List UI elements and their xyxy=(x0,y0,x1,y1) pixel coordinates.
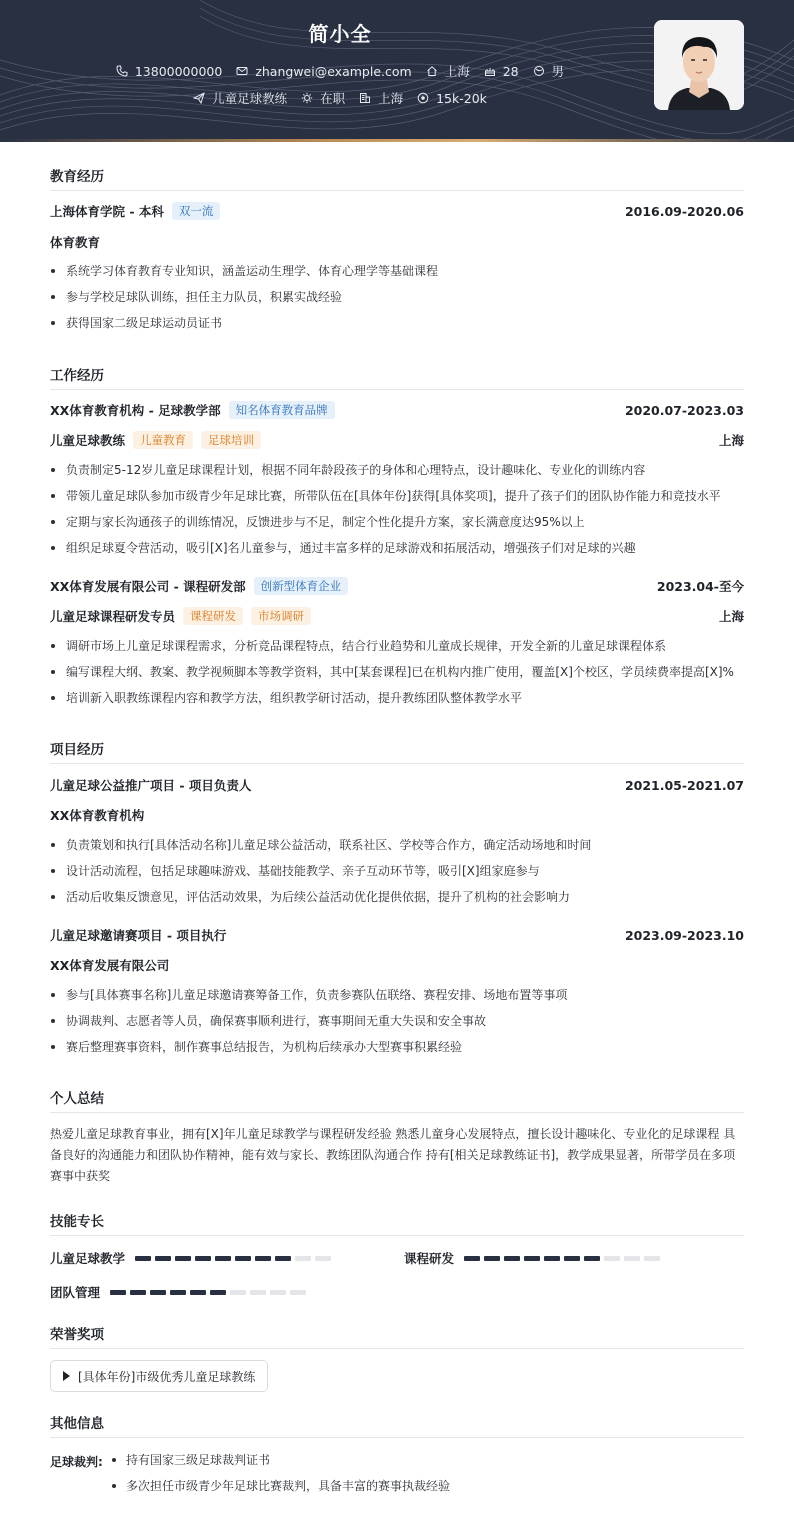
skill-segment-filled xyxy=(135,1256,151,1261)
work-2-company: XX体育发展有限公司 - 课程研发部 xyxy=(50,579,246,594)
skill-item xyxy=(50,1249,335,1267)
work-2-city: 上海 xyxy=(718,609,744,624)
status-icon xyxy=(301,92,313,104)
email-text: zhangwei@example.com xyxy=(255,63,412,79)
work-1-city: 上海 xyxy=(718,433,744,448)
project-2-header xyxy=(50,926,744,944)
skill-segment-filled xyxy=(564,1256,580,1261)
projects-section-title: 项目经历 xyxy=(50,738,744,764)
project-2-org-row xyxy=(50,956,744,974)
summary-text: 热爱儿童足球教育事业，拥有[X]年儿童足球教学与课程研发经验 熟悉儿童身心发展特点，擅长设计趣味化、专业化的足球课程 具备良好的沟通能力和团队协作精神，能有效与家长、教练团队沟通合作 持有[相关足球教练证书]，教学成果显著，所带学员在多项赛事中获奖 xyxy=(50,1127,736,1183)
target-job-text: 儿童足球教练 xyxy=(212,91,288,106)
target-city-text: 上海 xyxy=(378,91,404,106)
target-city-info xyxy=(359,89,403,107)
major-name: 体育教育 xyxy=(50,235,101,250)
salary-icon xyxy=(417,92,429,104)
skill-item xyxy=(50,1283,310,1301)
age-info xyxy=(484,64,519,79)
list-item: 培训新入职教练课程内容和教学方法，组织教学研讨活动，提升教练团队整体教学水平 xyxy=(50,685,744,711)
building-icon xyxy=(359,92,371,104)
list-item: 持有国家三级足球裁判证书 xyxy=(108,1447,450,1473)
school-tag: 双一流 xyxy=(172,202,221,220)
skill-segment-empty xyxy=(604,1256,620,1261)
skill-segment-empty xyxy=(315,1256,331,1261)
gender-info xyxy=(533,62,565,80)
phone-info xyxy=(116,64,222,79)
list-item: 编写课程大纲、教案、教学视频脚本等教学资料，其中[某套课程]已在机构内推广使用，覆盖[X]个校区，学员续费率提高[X]% xyxy=(50,659,744,685)
resume-header xyxy=(0,0,794,142)
work-1-role-tag: 儿童教育 xyxy=(133,431,193,449)
email-info xyxy=(236,64,411,79)
work-2-role-row xyxy=(50,607,744,625)
skill-level-bar xyxy=(135,1256,335,1261)
list-item: 设计活动流程，包括足球趣味游戏、基础技能教学、亲子互动环节等，吸引[X]组家庭参与 xyxy=(50,858,744,884)
mail-icon xyxy=(236,65,248,77)
major-row xyxy=(50,233,744,251)
skill-segment-empty xyxy=(250,1290,266,1295)
award-text: [具体年份]市级优秀儿童足球教练 xyxy=(78,1369,256,1384)
work-2-role-tag: 课程研发 xyxy=(183,607,243,625)
skill-segment-empty xyxy=(644,1256,660,1261)
home-icon xyxy=(426,65,438,77)
target-job-info xyxy=(193,89,287,107)
candidate-name: 简小全 xyxy=(308,22,372,46)
list-item: 参与[具体赛事名称]儿童足球邀请赛筹备工作，负责参赛队伍联络、赛程安排、场地布置等事项 xyxy=(50,982,744,1008)
cake-icon xyxy=(484,65,496,77)
work-1-company: XX体育教育机构 - 足球教学部 xyxy=(50,403,221,418)
project-1-date: 2021.05-2021.07 xyxy=(624,777,744,793)
avatar-portrait xyxy=(654,20,744,110)
project-1-bullets xyxy=(50,832,744,910)
skill-name: 团队管理 xyxy=(50,1285,101,1300)
list-item: 多次担任市级青少年足球比赛裁判，具备丰富的赛事执裁经验 xyxy=(108,1473,450,1499)
skill-segment-filled xyxy=(130,1290,146,1295)
list-item: 调研市场上儿童足球课程需求，分析竞品课程特点，结合行业趋势和儿童成长规律，开发全新的儿童足球课程体系 xyxy=(50,633,744,659)
skill-segment-filled xyxy=(155,1256,171,1261)
skill-segment-filled xyxy=(150,1290,166,1295)
skill-level-bar xyxy=(110,1290,310,1295)
project-2-date: 2023.09-2023.10 xyxy=(624,927,744,943)
project-1-org-row xyxy=(50,806,744,824)
job-row xyxy=(0,89,680,107)
profile-photo xyxy=(654,20,744,110)
salary-info xyxy=(417,91,487,106)
work-2-date: 2023.04-至今 xyxy=(656,579,744,594)
work-1-header xyxy=(50,401,744,419)
gender-text: 男 xyxy=(551,64,565,79)
education-date: 2016.09-2020.06 xyxy=(624,203,744,219)
project-1-name: 儿童足球公益推广项目 - 项目负责人 xyxy=(50,778,252,793)
skill-segment-filled xyxy=(275,1256,291,1261)
school-name: 上海体育学院 - 本科 xyxy=(50,204,164,219)
work-2-role-tag: 市场调研 xyxy=(251,607,311,625)
skill-name: 课程研发 xyxy=(404,1251,455,1266)
work-section-title: 工作经历 xyxy=(50,364,744,390)
work-2-company-tag: 创新型体育企业 xyxy=(254,577,349,595)
work-2-bullets xyxy=(50,633,744,711)
project-2-bullets xyxy=(50,982,744,1060)
phone-text: 13800000000 xyxy=(134,63,223,79)
skill-segment-filled xyxy=(195,1256,211,1261)
contact-row xyxy=(0,62,680,80)
skill-name: 儿童足球教学 xyxy=(50,1251,126,1266)
project-1-org: XX体育教育机构 xyxy=(50,808,145,823)
skill-segment-filled xyxy=(190,1290,206,1295)
list-item: 赛后整理赛事资料，制作赛事总结报告，为机构后续承办大型赛事积累经验 xyxy=(50,1034,744,1060)
list-item: 参与学校足球队训练，担任主力队员，积累实战经验 xyxy=(50,284,744,310)
list-item: 活动后收集反馈意见，评估活动效果，为后续公益活动优化提供依据，提升了机构的社会影响力 xyxy=(50,884,744,910)
skill-segment-empty xyxy=(290,1290,306,1295)
skill-segment-filled xyxy=(584,1256,600,1261)
award-item[interactable] xyxy=(50,1360,268,1392)
skill-segment-filled xyxy=(484,1256,500,1261)
skill-item xyxy=(404,1249,664,1267)
other-label: 足球裁判: xyxy=(50,1455,103,1469)
skill-segment-filled xyxy=(255,1256,271,1261)
honors-section-title: 荣誉奖项 xyxy=(50,1323,744,1349)
list-item: 负责制定5-12岁儿童足球课程计划，根据不同年龄段孩子的身体和心理特点，设计趣味化、专业化的训练内容 xyxy=(50,457,744,483)
list-item: 组织足球夏令营活动，吸引[X]名儿童参与，通过丰富多样的足球游戏和拓展活动，增强孩子们对足球的兴趣 xyxy=(50,535,744,561)
skill-segment-filled xyxy=(215,1256,231,1261)
skill-segment-filled xyxy=(524,1256,540,1261)
work-1-company-tag: 知名体育教育品牌 xyxy=(229,401,335,419)
project-1-header xyxy=(50,776,744,794)
skill-segment-filled xyxy=(235,1256,251,1261)
skill-segment-filled xyxy=(210,1290,226,1295)
project-2-org: XX体育发展有限公司 xyxy=(50,958,170,973)
age-text: 28 xyxy=(502,63,519,79)
education-header xyxy=(50,202,744,220)
education-section-title: 教育经历 xyxy=(50,165,744,191)
location-text: 上海 xyxy=(444,64,470,79)
gender-icon xyxy=(533,65,545,77)
skill-segment-empty xyxy=(230,1290,246,1295)
summary-section-title: 个人总结 xyxy=(50,1087,744,1113)
skill-segment-empty xyxy=(270,1290,286,1295)
list-item: 系统学习体育教育专业知识，涵盖运动生理学、体育心理学等基础课程 xyxy=(50,258,744,284)
job-status-text: 在职 xyxy=(320,91,346,106)
education-bullets xyxy=(50,258,744,336)
work-1-role-row xyxy=(50,431,744,449)
send-icon xyxy=(193,92,205,104)
work-2-header xyxy=(50,577,744,595)
skill-level-bar xyxy=(464,1256,664,1261)
location-info xyxy=(426,62,470,80)
list-item: 带领儿童足球队参加市级青少年足球比赛，所带队伍在[具体年份]获得[具体奖项]，提升了孩子们的团队协作能力和竞技水平 xyxy=(50,483,744,509)
list-item: 定期与家长沟通孩子的训练情况，反馈进步与不足，制定个性化提升方案，家长满意度达95%以上 xyxy=(50,509,744,535)
work-1-role: 儿童足球教练 xyxy=(50,433,126,448)
other-section-title: 其他信息 xyxy=(50,1412,744,1438)
skill-segment-filled xyxy=(544,1256,560,1261)
work-2-role: 儿童足球课程研发专员 xyxy=(50,609,176,624)
phone-icon xyxy=(116,65,128,77)
skill-segment-filled xyxy=(464,1256,480,1261)
other-list xyxy=(108,1447,450,1499)
skill-segment-filled xyxy=(175,1256,191,1261)
project-2-name: 儿童足球邀请赛项目 - 项目执行 xyxy=(50,928,227,943)
skills-section-title: 技能专长 xyxy=(50,1210,744,1236)
list-item: 协调裁判、志愿者等人员，确保赛事顺利进行，赛事期间无重大失误和安全事故 xyxy=(50,1008,744,1034)
expand-triangle-icon xyxy=(63,1371,70,1381)
skill-segment-filled xyxy=(504,1256,520,1261)
list-item: 获得国家二级足球运动员证书 xyxy=(50,310,744,336)
skill-segment-filled xyxy=(170,1290,186,1295)
work-1-date: 2020.07-2023.03 xyxy=(624,402,744,418)
skill-segment-empty xyxy=(624,1256,640,1261)
list-item: 负责策划和执行[具体活动名称]儿童足球公益活动，联系社区、学校等合作方，确定活动场地和时间 xyxy=(50,832,744,858)
job-status-info xyxy=(301,89,345,107)
work-1-role-tag: 足球培训 xyxy=(201,431,261,449)
header-accent-line xyxy=(0,139,794,142)
skill-segment-filled xyxy=(110,1290,126,1295)
salary-text: 15k-20k xyxy=(436,90,487,106)
skill-segment-empty xyxy=(295,1256,311,1261)
work-1-bullets xyxy=(50,457,744,561)
